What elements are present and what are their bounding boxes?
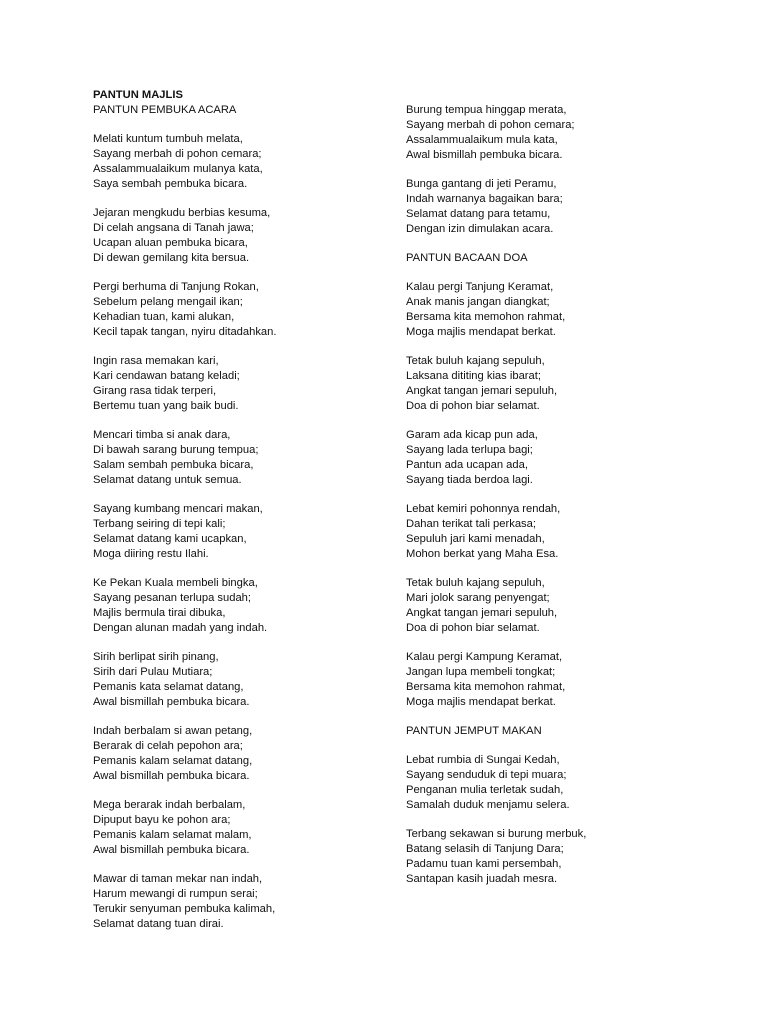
stanza-line: Moga majlis mendapat berkat. — [406, 326, 556, 338]
stanza-line: Kehadian tuan, kami alukan, — [93, 311, 235, 323]
stanza-gap — [406, 414, 736, 428]
stanza-line: Bersama kita memohon rahmat, — [406, 311, 566, 323]
stanza — [406, 502, 736, 562]
stanza — [406, 576, 736, 636]
stanza — [93, 798, 393, 858]
stanza-line: Selamat datang kami ucapkan, — [93, 533, 247, 545]
spacer — [406, 739, 736, 753]
stanza-line: Angkat tangan jemari sepuluh, — [406, 607, 558, 619]
stanza-gap — [93, 488, 393, 502]
stanza-line: Indah warnanya bagaikan bara; — [406, 193, 563, 205]
stanza-gap — [406, 340, 736, 354]
section-heading-jemput-makan: PANTUN JEMPUT MAKAN — [406, 725, 542, 737]
stanza-line: Jejaran mengkudu berbias kesuma, — [93, 207, 271, 219]
stanza-line: Tetak buluh kajang sepuluh, — [406, 577, 545, 589]
stanza — [93, 502, 393, 562]
stanza-line: Di bawah sarang burung tempua; — [93, 444, 259, 456]
stanza-line: Dipuput bayu ke pohon ara; — [93, 814, 231, 826]
stanza-line: Bertemu tuan yang baik budi. — [93, 400, 239, 412]
stanza-line: Assalammualaikum mula kata, — [406, 134, 558, 146]
stanza-line: Penganan mulia terletak sudah, — [406, 784, 564, 796]
stanza-gap — [406, 488, 736, 502]
doa-stanza-list — [406, 280, 736, 710]
stanza-line: Pemanis kalam selamat datang, — [93, 755, 253, 767]
stanza-line: Santapan kasih juadah mesra. — [406, 873, 558, 885]
stanza-line: Kalau pergi Tanjung Keramat, — [406, 281, 554, 293]
jemput-makan-stanza-list — [406, 753, 736, 887]
stanza-line: Lebat rumbia di Sungai Kedah, — [406, 754, 560, 766]
stanza-gap — [406, 237, 736, 251]
document-title: PANTUN MAJLIS — [93, 89, 183, 101]
stanza-line: Melati kuntum tumbuh melata, — [93, 133, 243, 145]
stanza-line: Sirih dari Pulau Mutiara; — [93, 666, 213, 678]
stanza-line: Dengan alunan madah yang indah. — [93, 622, 268, 634]
stanza — [93, 132, 393, 192]
spacer — [93, 118, 393, 132]
stanza-line: Ingin rasa memakan kari, — [93, 355, 219, 367]
stanza-gap — [93, 562, 393, 576]
stanza-line: Sayang senduduk di tepi muara; — [406, 769, 567, 781]
stanza-line: Dahan terikat tali perkasa; — [406, 518, 536, 530]
stanza-line: Pemanis kata selamat datang, — [93, 681, 244, 693]
stanza-line: Dengan izin dimulakan acara. — [406, 223, 554, 235]
stanza-line: Harum mewangi di rumpun serai; — [93, 888, 258, 900]
stanza-line: Padamu tuan kami persembah, — [406, 858, 562, 870]
stanza-gap — [93, 266, 393, 280]
stanza — [406, 753, 736, 813]
stanza-line: Mega berarak indah berbalam, — [93, 799, 246, 811]
spacer — [406, 710, 736, 724]
stanza-gap — [93, 710, 393, 724]
stanza-line: Indah berbalam si awan petang, — [93, 725, 253, 737]
stanza-line: Sayang kumbang mencari makan, — [93, 503, 263, 515]
stanza-line: Terukir senyuman pembuka kalimah, — [93, 903, 276, 915]
stanza-line: Mencari timba si anak dara, — [93, 429, 231, 441]
stanza-line: Kecil tapak tangan, nyiru ditadahkan. — [93, 326, 277, 338]
stanza-line: Garam ada kicap pun ada, — [406, 429, 538, 441]
stanza-line: Mohon berkat yang Maha Esa. — [406, 548, 559, 560]
stanza — [93, 872, 393, 932]
stanza-line: Berarak di celah pepohon ara; — [93, 740, 243, 752]
stanza-line: Sayang merbah di pohon cemara; — [93, 148, 262, 160]
stanza-gap — [93, 340, 393, 354]
stanza-line: Awal bismillah pembuka bicara. — [93, 770, 250, 782]
stanza-line: Doa di pohon biar selamat. — [406, 400, 540, 412]
stanza-line: Selamat datang para tetamu, — [406, 208, 551, 220]
stanza-line: Pantun ada ucapan ada, — [406, 459, 528, 471]
stanza-line: Assalammualaikum mulanya kata, — [93, 163, 263, 175]
stanza-line: Awal bismillah pembuka bicara. — [406, 149, 563, 161]
stanza-line: Di celah angsana di Tanah jawa; — [93, 222, 254, 234]
stanza-line: Sirih berlipat sirih pinang, — [93, 651, 219, 663]
stanza-line: Anak manis jangan diangkat; — [406, 296, 550, 308]
stanza-line: Moga diiring restu Ilahi. — [93, 548, 209, 560]
stanza-gap — [406, 163, 736, 177]
stanza-gap — [93, 414, 393, 428]
stanza-line: Pergi berhuma di Tanjung Rokan, — [93, 281, 259, 293]
stanza-line: Kalau pergi Kampung Keramat, — [406, 651, 563, 663]
stanza — [406, 354, 736, 414]
section-heading-pembuka: PANTUN PEMBUKA ACARA — [93, 104, 237, 116]
stanza — [93, 206, 393, 266]
stanza-line: Bunga gantang di jeti Peramu, — [406, 178, 557, 190]
stanza-line: Burung tempua hinggap merata, — [406, 104, 567, 116]
stanza-line: Salam sembah pembuka bicara, — [93, 459, 254, 471]
spacer — [406, 266, 736, 280]
stanza-line: Samalah duduk menjamu selera. — [406, 799, 570, 811]
stanza-line: Batang selasih di Tanjung Dara; — [406, 843, 564, 855]
section-heading-doa: PANTUN BACAAN DOA — [406, 252, 528, 264]
stanza-line: Sayang tiada berdoa lagi. — [406, 474, 533, 486]
stanza-line: Majlis bermula tirai dibuka, — [93, 607, 226, 619]
stanza — [93, 280, 393, 340]
stanza — [406, 280, 736, 340]
stanza-line: Girang rasa tidak terperi, — [93, 385, 217, 397]
stanza-gap — [406, 562, 736, 576]
stanza-line: Sayang merbah di pohon cemara; — [406, 119, 575, 131]
stanza-line: Sepuluh jari kami menadah, — [406, 533, 545, 545]
stanza-line: Terbang seiring di tepi kali; — [93, 518, 226, 530]
stanza-gap — [93, 784, 393, 798]
stanza-line: Jangan lupa membeli tongkat; — [406, 666, 556, 678]
stanza — [93, 576, 393, 636]
stanza-line: Ke Pekan Kuala membeli bingka, — [93, 577, 258, 589]
stanza — [93, 428, 393, 488]
stanza-gap — [406, 813, 736, 827]
stanza — [93, 724, 393, 784]
right-column — [406, 103, 736, 887]
stanza-gap — [93, 858, 393, 872]
stanza-line: Sayang pesanan terlupa sudah; — [93, 592, 251, 604]
stanza-line: Laksana dititing kias ibarat; — [406, 370, 541, 382]
stanza-line: Tetak buluh kajang sepuluh, — [406, 355, 545, 367]
stanza-line: Saya sembah pembuka bicara. — [93, 178, 248, 190]
stanza-line: Sayang lada terlupa bagi; — [406, 444, 533, 456]
stanza-line: Terbang sekawan si burung merbuk, — [406, 828, 587, 840]
pembuka-continued-stanza-list — [406, 103, 736, 251]
stanza-line: Selamat datang untuk semua. — [93, 474, 242, 486]
stanza — [93, 650, 393, 710]
pembuka-stanza-list — [93, 132, 393, 932]
stanza — [406, 827, 736, 887]
stanza-gap — [406, 636, 736, 650]
stanza-line: Doa di pohon biar selamat. — [406, 622, 540, 634]
stanza-line: Lebat kemiri pohonnya rendah, — [406, 503, 561, 515]
stanza-line: Moga majlis mendapat berkat. — [406, 696, 556, 708]
stanza-line: Selamat datang tuan dirai. — [93, 918, 224, 930]
stanza-line: Awal bismillah pembuka bicara. — [93, 844, 250, 856]
stanza-line: Pemanis kalam selamat malam, — [93, 829, 252, 841]
stanza-gap — [93, 192, 393, 206]
stanza-line: Awal bismillah pembuka bicara. — [93, 696, 250, 708]
stanza-line: Ucapan aluan pembuka bicara, — [93, 237, 248, 249]
stanza — [93, 354, 393, 414]
stanza-line: Mari jolok sarang penyengat; — [406, 592, 550, 604]
stanza — [406, 177, 736, 237]
stanza-line: Di dewan gemilang kita bersua. — [93, 252, 250, 264]
stanza-gap — [93, 636, 393, 650]
left-column — [93, 88, 393, 932]
stanza — [406, 428, 736, 488]
stanza-line: Bersama kita memohon rahmat, — [406, 681, 566, 693]
stanza-line: Mawar di taman mekar nan indah, — [93, 873, 263, 885]
stanza — [406, 650, 736, 710]
stanza-line: Sebelum pelang mengail ikan; — [93, 296, 243, 308]
stanza — [406, 103, 736, 163]
stanza-line: Angkat tangan jemari sepuluh, — [406, 385, 558, 397]
stanza-line: Kari cendawan batang keladi; — [93, 370, 240, 382]
